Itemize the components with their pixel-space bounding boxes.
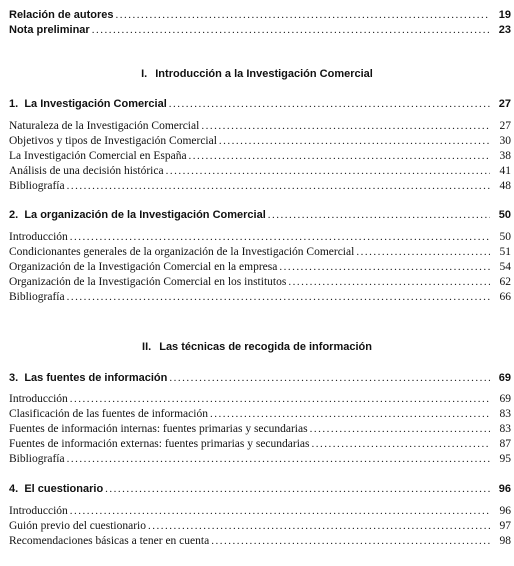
entry-title: Condicionantes generales de la organización de la Investigación Comercial [9,246,355,258]
toc-page-number: 83 [499,408,511,420]
dot-leader [211,535,490,547]
dot-leader [310,423,490,435]
toc-page-number: 50 [499,231,511,243]
entry-title: Guión previo del cuestionario [9,520,147,532]
toc-page-number: 48 [499,180,511,192]
part-title: Introducción a la Investigación Comercial [155,68,373,80]
chapter-row [9,209,511,221]
entry-title: Introducción [9,505,68,517]
entry-title: Fuentes de información externas: fuentes primarias y secundarias [9,438,310,450]
part-numeral: II. [142,341,152,353]
chapter-row [9,483,511,495]
dot-leader [116,9,490,21]
dot-leader [92,24,490,36]
toc-front-title: Relación de autores [9,9,114,21]
chapter-row [9,98,511,110]
toc-entry [9,150,511,162]
entry-title: Organización de la Investigación Comercial en la empresa [9,261,278,273]
dot-leader [148,520,490,532]
dot-leader [70,231,490,243]
dot-leader [268,209,490,221]
toc-page-number: 51 [499,246,511,258]
entry-title: Análisis de una decisión histórica [9,165,164,177]
toc-entry [9,505,511,517]
dot-leader [70,505,490,517]
toc-entry [9,276,511,288]
toc-front-title: Nota preliminar [9,24,90,36]
dot-leader [312,438,491,450]
dot-leader [356,246,490,258]
toc-entry [9,453,511,465]
toc-page-number: 27 [498,98,511,110]
dot-leader [166,165,490,177]
toc-entry [9,180,511,192]
part-numeral: I. [141,68,148,80]
toc-entry [9,438,511,450]
chapter-title: El cuestionario [24,483,104,495]
toc-page-number: 97 [499,520,511,532]
toc-page-number: 96 [498,483,511,495]
toc-page-number: 62 [499,276,511,288]
toc-page-number: 41 [499,165,511,177]
entry-title: Recomendaciones básicas a tener en cuenta [9,535,210,547]
dot-leader [70,393,490,405]
chapter-number: 3. [9,372,19,384]
entry-title: Objetivos y tipos de Investigación Comercial [9,135,217,147]
toc-page-number: 87 [499,438,511,450]
chapter-title: La Investigación Comercial [24,98,167,110]
toc-page-number: 69 [498,372,511,384]
toc-front-row [9,9,511,21]
dot-leader [105,483,490,495]
entry-title: Organización de la Investigación Comercial en los institutos [9,276,287,288]
dot-leader [169,372,490,384]
dot-leader [279,261,490,273]
toc-page-number: 54 [499,261,511,273]
toc-entry [9,165,511,177]
entry-title: Introducción [9,231,68,243]
dot-leader [67,291,490,303]
toc-entry [9,520,511,532]
toc-page-number: 96 [499,505,511,517]
entry-title: Naturaleza de la Investigación Comercial [9,120,200,132]
entry-title: Bibliografía [9,453,65,465]
toc-page-number: 83 [499,423,511,435]
dot-leader [169,98,490,110]
toc-entry [9,261,511,273]
toc-entry [9,535,511,547]
toc-page-number: 23 [498,24,511,36]
toc-entry [9,408,511,420]
toc-page-number: 95 [499,453,511,465]
chapter-number: 2. [9,209,19,221]
toc-page-number: 98 [499,535,511,547]
toc-entry [9,291,511,303]
part-title: Las técnicas de recogida de información [159,341,372,353]
dot-leader [288,276,490,288]
chapter-title: Las fuentes de información [24,372,168,384]
chapter-number: 4. [9,483,19,495]
toc-page-number: 69 [499,393,511,405]
toc-page-number: 19 [498,9,511,21]
toc-front-row [9,24,511,36]
toc-entry [9,135,511,147]
entry-title: Fuentes de información internas: fuentes primarias y secundarias [9,423,308,435]
part-heading [0,341,514,353]
dot-leader [201,120,490,132]
toc-entry [9,393,511,405]
dot-leader [219,135,490,147]
toc-page-number: 27 [499,120,511,132]
toc-entry [9,231,511,243]
chapter-number: 1. [9,98,19,110]
entry-title: La Investigación Comercial en España [9,150,187,162]
toc-entry [9,423,511,435]
part-heading [0,68,514,80]
dot-leader [67,180,490,192]
toc-entry [9,246,511,258]
entry-title: Clasificación de las fuentes de información [9,408,208,420]
chapter-row [9,372,511,384]
toc-page-number: 30 [499,135,511,147]
entry-title: Introducción [9,393,68,405]
toc-page-number: 38 [499,150,511,162]
dot-leader [67,453,490,465]
chapter-title: La organización de la Investigación Comercial [24,209,266,221]
toc-page-number: 50 [498,209,511,221]
dot-leader [189,150,490,162]
toc-page-number: 66 [499,291,511,303]
entry-title: Bibliografía [9,180,65,192]
dot-leader [210,408,490,420]
entry-title: Bibliografía [9,291,65,303]
toc-entry [9,120,511,132]
